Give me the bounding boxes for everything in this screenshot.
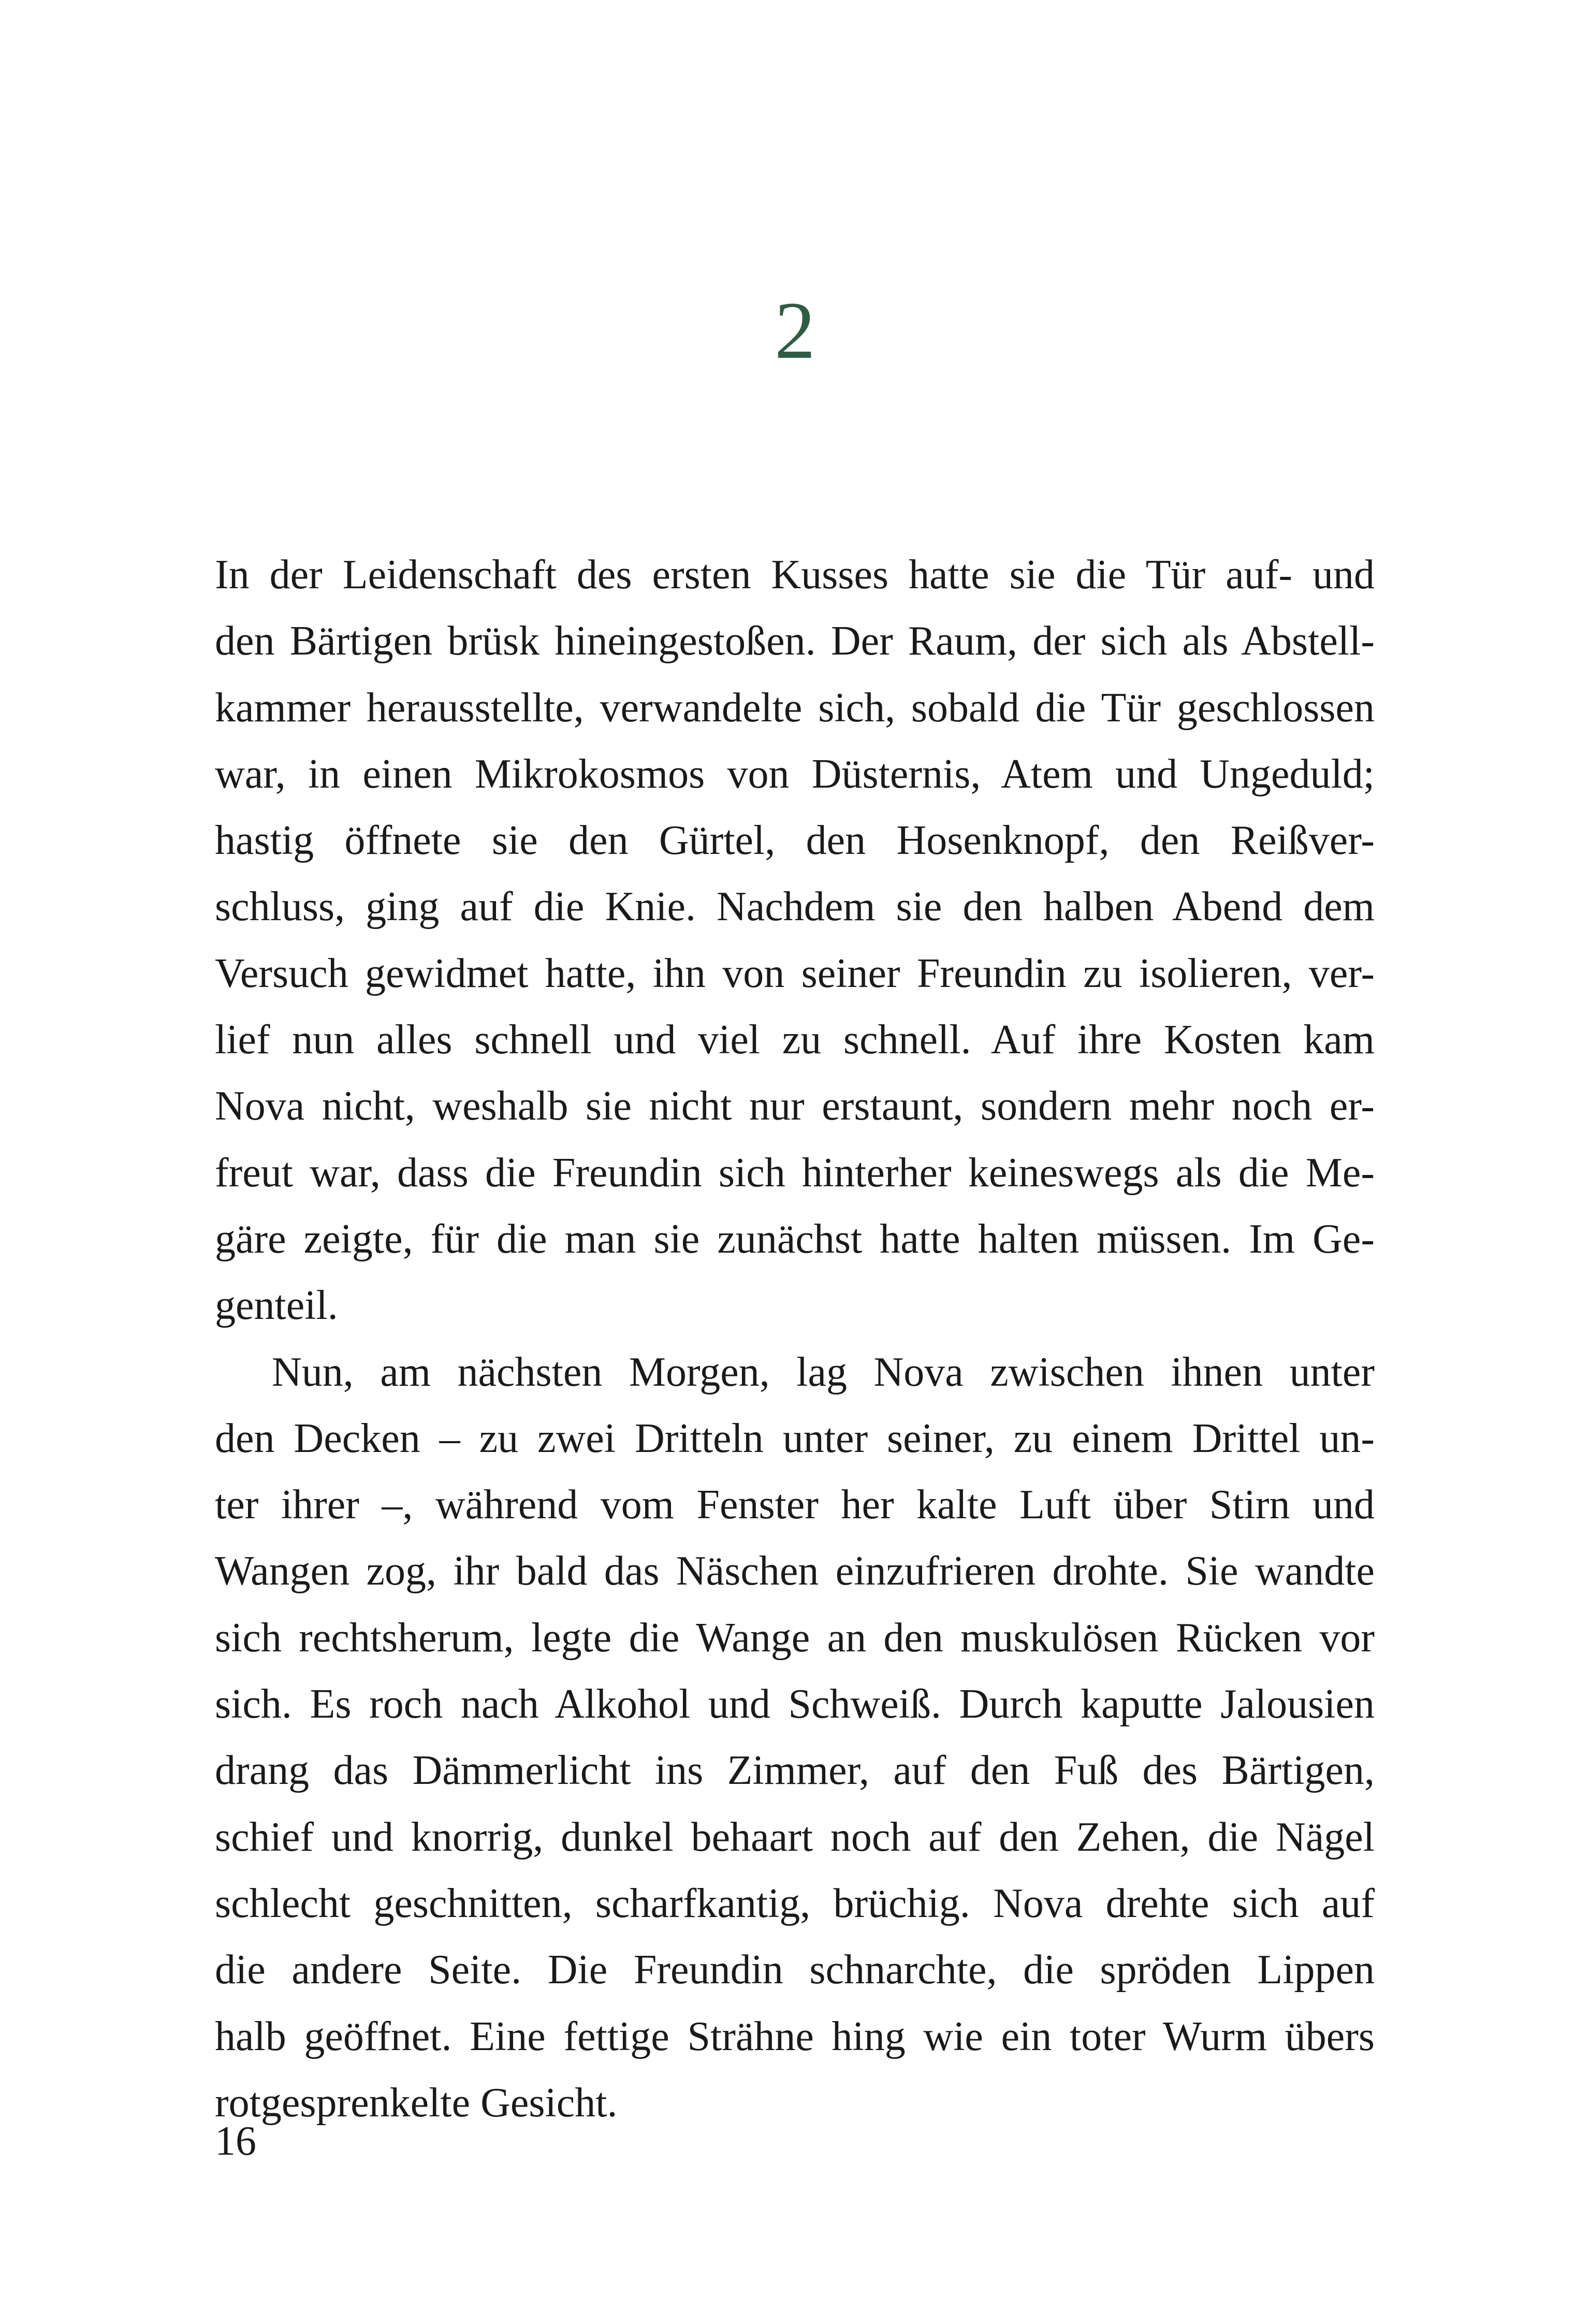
text-line: den Bärtigen brüsk hineingestoßen. Der Raum, der sich als Abstell- [215,618,1375,664]
text-line: genteil. [215,1283,338,1329]
page-number: 16 [215,2118,256,2164]
text-line: schluss, ging auf die Knie. Nachdem sie den halben Abend dem [215,884,1375,930]
text-line: sich rechtsherum, legte die Wange an den muskulösen Rücken vor [215,1615,1375,1661]
text-line: Versuch gewidmet hatte, ihn von seiner Freundin zu isolieren, ver- [215,950,1375,996]
text-line: hastig öffnete sie den Gürtel, den Hosenknopf, den Reißver- [215,818,1375,864]
text-line: Nun, am nächsten Morgen, lag Nova zwischen ihnen unter [272,1349,1375,1395]
paragraph-2 [215,1339,1375,2137]
chapter-number: 2 [775,285,815,376]
text-line: Wangen zog, ihr bald das Näschen einzufrieren drohte. Sie wandte [215,1548,1375,1594]
text-line: In der Leidenschaft des ersten Kusses hatte sie die Tür auf- und [215,552,1375,598]
text-line: drang das Dämmerlicht ins Zimmer, auf den Fuß des Bärtigen, [215,1748,1375,1794]
paragraph-1 [215,542,1375,1339]
text-line: die andere Seite. Die Freundin schnarchte, die spröden Lippen [215,1947,1375,1993]
text-line: Nova nicht, weshalb sie nicht nur erstaunt, sondern mehr noch er- [215,1083,1375,1129]
text-line: gäre zeigte, für die man sie zunächst hatte halten müssen. Im Ge- [215,1216,1375,1262]
text-line: schlecht geschnitten, scharfkantig, brüchig. Nova drehte sich auf [215,1880,1375,1926]
text-line: den Decken – zu zwei Dritteln unter seiner, zu einem Drittel un- [215,1415,1375,1461]
text-line: halb geöffnet. Eine fettige Strähne hing wie ein toter Wurm übers [215,2013,1375,2059]
text-line: freut war, dass die Freundin sich hinterher keineswegs als die Me- [215,1150,1375,1196]
text-line: sich. Es roch nach Alkohol und Schweiß. Durch kaputte Jalousien [215,1681,1375,1727]
text-line: lief nun alles schnell und viel zu schnell. Auf ihre Kosten kam [215,1017,1375,1063]
body-text [215,542,1375,2136]
text-line: war, in einen Mikrokosmos von Düsternis, Atem und Ungeduld; [215,751,1375,797]
text-line: schief und knorrig, dunkel behaart noch auf den Zehen, die Nägel [215,1814,1375,1860]
text-line: ter ihrer –, während vom Fenster her kalte Luft über Stirn und [215,1482,1375,1528]
text-line: rotgesprenkelte Gesicht. [215,2080,618,2126]
text-line: kammer herausstellte, verwandelte sich, sobald die Tür geschlossen [215,685,1375,731]
